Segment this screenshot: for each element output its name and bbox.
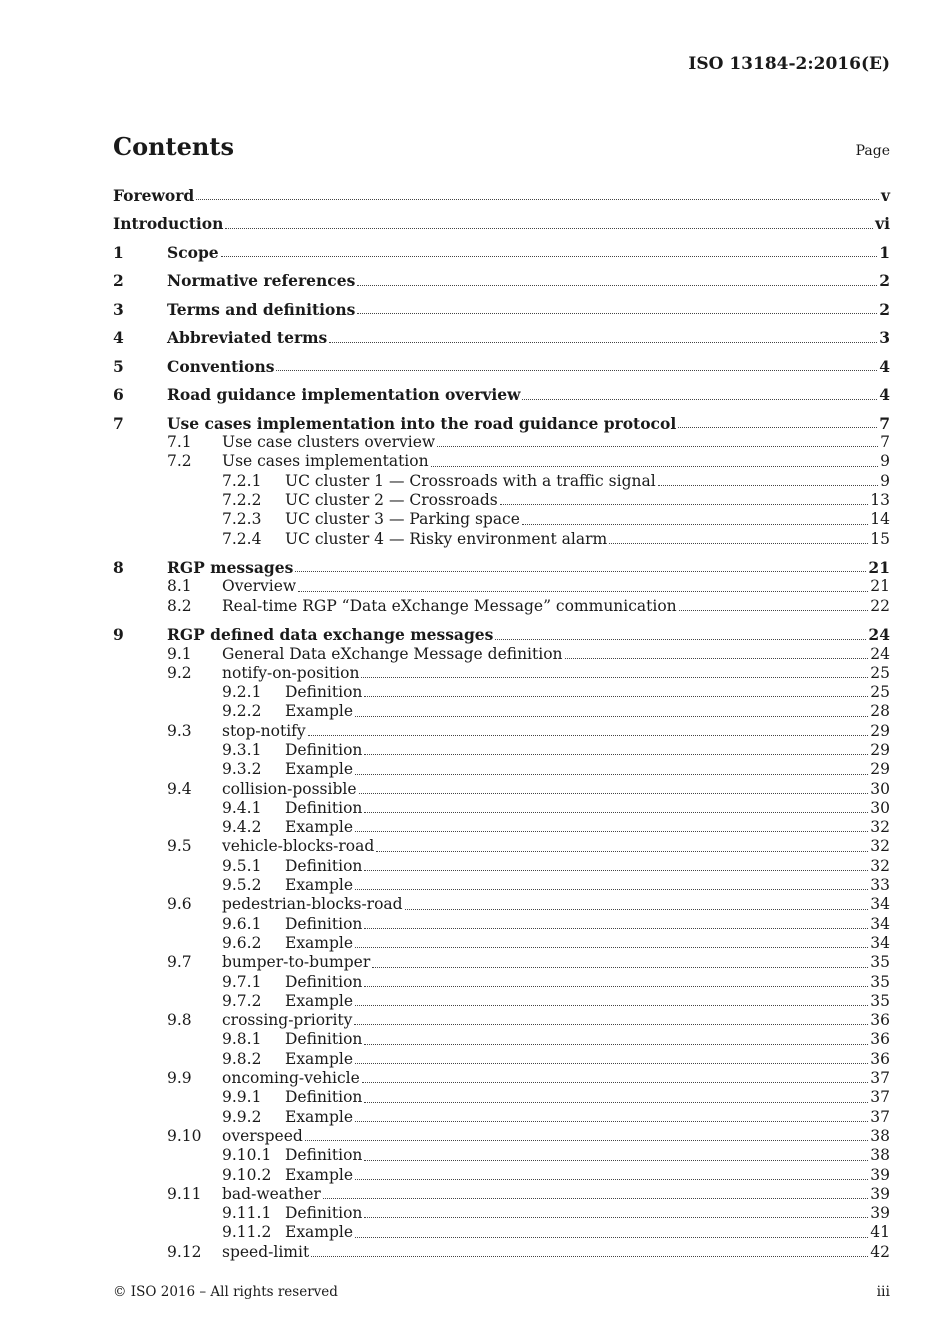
toc-entry-title: Definition <box>285 683 363 702</box>
toc-dot-leader <box>355 1108 868 1122</box>
toc-dot-leader <box>364 857 868 871</box>
toc-entry-number: 9.8.1 <box>222 1030 262 1049</box>
toc-entry-page: 35 <box>870 972 890 991</box>
toc-entry[interactable] <box>113 510 890 529</box>
toc-entry-title: Overview <box>222 577 297 596</box>
toc-entry-page: v <box>880 186 890 205</box>
toc-entry[interactable] <box>113 433 890 452</box>
toc-dot-leader <box>354 1011 868 1025</box>
toc-entry[interactable] <box>113 664 890 683</box>
toc-entry-title: Example <box>285 760 354 779</box>
toc-entry-title: Example <box>285 702 354 721</box>
toc-entry[interactable] <box>113 1204 890 1223</box>
toc-entry[interactable] <box>113 597 890 616</box>
toc-entry-number: 9.6.1 <box>222 914 262 933</box>
toc-dot-leader <box>295 558 866 572</box>
toc-entry[interactable] <box>113 271 890 290</box>
toc-entry-page: 7 <box>880 433 890 452</box>
toc-entry-title: Example <box>285 1049 354 1068</box>
toc-entry-page: 38 <box>870 1146 890 1165</box>
toc-entry-number: 9.6.2 <box>222 933 262 952</box>
toc-entry-title: UC cluster 2 — Crossroads <box>285 491 498 510</box>
toc-entry[interactable] <box>113 300 890 319</box>
toc-entry-title: notify-on-position <box>222 663 360 682</box>
toc-entry-title: Use case clusters overview <box>222 433 436 452</box>
toc-entry[interactable] <box>113 530 890 549</box>
toc-entry-number: 1 <box>113 242 124 262</box>
toc-entry-page: 34 <box>870 933 890 952</box>
toc-entry-number: 9.9.1 <box>222 1088 262 1107</box>
toc-entry[interactable] <box>113 1030 890 1049</box>
toc-entry-page: 4 <box>879 385 890 405</box>
toc-entry-number: 9.7.2 <box>222 991 262 1010</box>
toc-entry-title: Road guidance implementation overview <box>167 385 521 405</box>
toc-entry[interactable] <box>113 760 890 779</box>
toc-dot-leader <box>323 1185 868 1199</box>
toc-dot-leader <box>355 934 868 948</box>
toc-entry-page: 21 <box>868 558 890 578</box>
toc-entry[interactable] <box>113 973 890 992</box>
toc-entry-number: 3 <box>113 299 124 319</box>
toc-dot-leader <box>364 799 868 813</box>
toc-entry-title: Definition <box>285 741 363 759</box>
toc-entry[interactable] <box>113 876 890 895</box>
toc-entry-page: 15 <box>870 529 890 548</box>
page-title: Contents <box>113 132 234 161</box>
toc-entry-title: Introduction <box>113 214 224 234</box>
toc-entry[interactable] <box>113 1069 890 1088</box>
toc-entry-number: 9.3.2 <box>222 760 262 779</box>
footer-copyright: © ISO 2016 – All rights reserved <box>113 1284 338 1300</box>
toc-dot-leader <box>355 1223 868 1237</box>
toc-entry-page: 32 <box>870 818 890 837</box>
toc-entry-number: 5 <box>113 356 124 376</box>
toc-dot-leader <box>225 214 873 228</box>
toc-entry-title: Definition <box>285 856 363 875</box>
toc-entry-page: 25 <box>870 663 890 682</box>
toc-entry-title: overspeed <box>222 1126 303 1145</box>
toc-entry-title: Use cases implementation <box>222 452 429 471</box>
toc-dot-leader <box>298 577 868 591</box>
toc-dot-leader <box>437 433 878 447</box>
toc-entry-title: RGP messages <box>167 558 294 578</box>
toc-dot-leader <box>565 645 869 659</box>
toc-entry-number: 9.4 <box>167 779 192 798</box>
toc-entry-page: 30 <box>870 779 890 798</box>
toc-entry-number: 7.2.2 <box>222 491 262 510</box>
toc-entry-page: 1 <box>879 242 890 262</box>
toc-entry-title: vehicle-blocks-road <box>222 837 375 856</box>
toc-entry[interactable] <box>113 1127 890 1146</box>
toc-entry-page: 21 <box>870 577 890 596</box>
toc-entry[interactable] <box>113 414 890 433</box>
toc-entry-number: 9.3 <box>167 721 192 740</box>
toc-dot-leader <box>305 1127 868 1141</box>
toc-entry-title: Terms and definitions <box>167 299 356 319</box>
toc-dot-leader <box>500 491 869 505</box>
toc-dot-leader <box>329 328 877 342</box>
toc-dot-leader <box>364 1204 868 1218</box>
toc-entry[interactable] <box>113 818 890 837</box>
toc-entry-number: 9.5 <box>167 837 192 856</box>
toc-entry-title: crossing-priority <box>222 1011 353 1030</box>
page-column-label: Page <box>855 143 890 159</box>
toc-dot-leader <box>308 722 869 736</box>
toc-entry-title: pedestrian-blocks-road <box>222 895 403 914</box>
toc-entry-number: 7.2.1 <box>222 471 262 490</box>
toc-entry-page: 29 <box>870 760 890 779</box>
toc-entry-number: 9.7 <box>167 953 192 972</box>
toc-dot-leader <box>495 625 866 639</box>
toc-entry[interactable] <box>113 741 890 760</box>
toc-entry-page: 42 <box>870 1242 890 1261</box>
toc-entry-title: Example <box>285 876 354 895</box>
toc-entry-page: 36 <box>870 1030 890 1049</box>
toc-entry-page: 9 <box>880 452 890 471</box>
toc-entry-page: 14 <box>870 510 890 529</box>
toc-entry-number: 9.10 <box>167 1126 202 1145</box>
toc-dot-leader <box>196 186 879 200</box>
toc-dot-leader <box>276 357 877 371</box>
toc-entry-number: 9.6 <box>167 895 192 914</box>
toc-entry-title: UC cluster 3 — Parking space <box>285 510 520 529</box>
toc-entry[interactable] <box>113 645 890 664</box>
toc-entry-title: Definition <box>285 914 363 933</box>
toc-entry[interactable] <box>113 702 890 721</box>
toc-entry-page: 39 <box>870 1204 890 1223</box>
toc-entry-title: Foreword <box>113 186 195 205</box>
toc-entry-number: 9.12 <box>167 1242 202 1261</box>
toc-dot-leader <box>376 837 868 851</box>
toc-dot-leader <box>364 973 868 987</box>
toc-entry[interactable] <box>113 1243 890 1262</box>
toc-entry-title: Example <box>285 1223 354 1242</box>
toc-entry-title: Normative references <box>167 271 356 291</box>
toc-entry-number: 9.2.1 <box>222 683 262 702</box>
toc-entry-number: 7.2 <box>167 452 192 471</box>
toc-entry[interactable] <box>113 214 890 233</box>
toc-dot-leader <box>357 271 877 285</box>
toc-entry-page: 28 <box>870 702 890 721</box>
toc-entry-number: 9.9.2 <box>222 1107 262 1126</box>
toc-dot-leader <box>522 385 877 399</box>
toc-entry-number: 9.2.2 <box>222 702 262 721</box>
toc-entry-title: Example <box>285 818 354 837</box>
toc-dot-leader <box>359 780 869 794</box>
toc-entry[interactable] <box>113 1088 890 1107</box>
toc-entry[interactable] <box>113 1050 890 1069</box>
toc-entry[interactable] <box>113 992 890 1011</box>
toc-entry-page: 2 <box>879 299 890 319</box>
toc-entry-number: 9.5.1 <box>222 856 262 875</box>
toc-entry-page: 36 <box>870 1011 890 1030</box>
toc-entry[interactable] <box>113 915 890 934</box>
toc-entry-page: 9 <box>880 471 890 490</box>
toc-entry[interactable] <box>113 683 890 702</box>
toc-entry-page: 35 <box>870 991 890 1010</box>
toc-entry-number: 9.8 <box>167 1011 192 1030</box>
toc-entry-page: 30 <box>870 798 890 817</box>
toc-dot-leader <box>355 992 868 1006</box>
toc-entry[interactable] <box>113 722 890 741</box>
toc-entry-title: bumper-to-bumper <box>222 953 371 972</box>
toc-dot-leader <box>431 452 879 466</box>
toc-entry[interactable] <box>113 385 890 404</box>
toc-entry-title: Example <box>285 933 354 952</box>
toc-entry[interactable] <box>113 1146 890 1165</box>
toc-entry-title: Example <box>285 991 354 1010</box>
toc-entry-number: 8.1 <box>167 577 192 596</box>
toc-entry-page: 34 <box>870 914 890 933</box>
toc-entry-page: 37 <box>870 1069 890 1088</box>
toc-entry[interactable] <box>113 1011 890 1030</box>
toc-entry[interactable] <box>113 1223 890 1242</box>
toc-entry-page: 37 <box>870 1088 890 1107</box>
toc-entry-number: 6 <box>113 385 124 405</box>
toc-entry-page: 22 <box>870 596 890 615</box>
toc-entry[interactable] <box>113 186 890 205</box>
toc-dot-leader <box>364 915 868 929</box>
toc-entry[interactable] <box>113 953 890 972</box>
toc-dot-leader <box>355 818 868 832</box>
toc-entry-number: 9.11 <box>167 1184 202 1203</box>
toc-dot-leader <box>221 243 878 257</box>
toc-dot-leader <box>355 1166 868 1180</box>
toc-entry-number: 7.1 <box>167 433 192 452</box>
toc-entry[interactable] <box>113 780 890 799</box>
toc-entry-number: 9.3.1 <box>222 741 262 759</box>
toc-entry[interactable] <box>113 1108 890 1127</box>
toc-entry-page: 39 <box>870 1165 890 1184</box>
toc-dot-leader <box>355 760 868 774</box>
footer-page-number: iii <box>876 1284 890 1300</box>
toc-entry-number: 9.7.1 <box>222 972 262 991</box>
toc-entry-title: oncoming-vehicle <box>222 1069 360 1088</box>
toc-entry-title: Real-time RGP “Data eXchange Message” communication <box>222 596 677 615</box>
toc-entry[interactable] <box>113 799 890 818</box>
toc-dot-leader <box>658 472 878 486</box>
toc-entry-page: 32 <box>870 837 890 856</box>
toc-entry-page: 13 <box>870 491 890 510</box>
toc-entry[interactable] <box>113 472 890 491</box>
toc-entry-number: 9 <box>113 625 124 645</box>
toc-entry-page: 39 <box>870 1184 890 1203</box>
toc-entry-number: 7.2.4 <box>222 529 262 548</box>
toc-dot-leader <box>362 1069 868 1083</box>
toc-dot-leader <box>372 953 868 967</box>
toc-entry-title: Scope <box>167 242 219 262</box>
toc-entry-title: Example <box>285 1165 354 1184</box>
toc-entry-page: 33 <box>870 876 890 895</box>
toc-dot-leader <box>405 895 869 909</box>
toc-entry[interactable] <box>113 558 890 577</box>
toc-dot-leader <box>609 530 868 544</box>
toc-entry-number: 2 <box>113 271 124 291</box>
toc-entry-title: Example <box>285 1107 354 1126</box>
toc-entry-page: 32 <box>870 856 890 875</box>
toc-entry-title: General Data eXchange Message definition <box>222 644 563 663</box>
toc-entry[interactable] <box>113 934 890 953</box>
toc-entry-title: Definition <box>285 1030 363 1049</box>
toc-entry-title: Abbreviated terms <box>167 328 328 348</box>
toc-entry-page: 29 <box>870 721 890 740</box>
toc-entry-page: 4 <box>879 356 890 376</box>
toc-entry-number: 9.8.2 <box>222 1049 262 1068</box>
toc-entry-title: speed-limit <box>222 1242 310 1261</box>
toc-entry-page: 36 <box>870 1049 890 1068</box>
toc-dot-leader <box>679 597 869 611</box>
toc-entry-title: Definition <box>285 1146 363 1165</box>
toc-entry-number: 9.9 <box>167 1069 192 1088</box>
toc-entry[interactable] <box>113 1185 890 1204</box>
toc-entry[interactable] <box>113 857 890 876</box>
toc-entry-number: 4 <box>113 328 124 348</box>
toc-entry[interactable] <box>113 895 890 914</box>
toc-entry-number: 7.2.3 <box>222 510 262 529</box>
toc-dot-leader <box>364 741 868 755</box>
toc-entry-title: Definition <box>285 972 363 991</box>
toc-dot-leader <box>678 414 877 428</box>
toc-dot-leader <box>364 1088 868 1102</box>
toc-entry-title: bad-weather <box>222 1184 321 1203</box>
toc-dot-leader <box>311 1243 868 1257</box>
toc-entry-number: 8.2 <box>167 596 192 615</box>
toc-entry[interactable] <box>113 452 890 471</box>
toc-entry-page: 37 <box>870 1107 890 1126</box>
toc-entry[interactable] <box>113 491 890 510</box>
toc-entry-number: 9.4.2 <box>222 818 262 837</box>
toc-entry[interactable] <box>113 625 890 644</box>
toc-entry-number: 9.10.2 <box>222 1165 272 1184</box>
toc-entry-number: 9.1 <box>167 644 192 663</box>
page-header: ISO 13184-2:2016(E) <box>688 54 890 74</box>
toc-dot-leader <box>357 300 877 314</box>
toc-entry-title: UC cluster 4 — Risky environment alarm <box>285 529 608 548</box>
toc-entry-title: Use cases implementation into the road guidance protocol <box>167 413 677 433</box>
toc-dot-leader <box>355 1050 868 1064</box>
toc-entry[interactable] <box>113 1166 890 1185</box>
toc-entry-page: 25 <box>870 683 890 702</box>
toc-dot-leader <box>364 1146 868 1160</box>
toc-entry-page: 7 <box>879 413 890 433</box>
toc-entry-number: 9.2 <box>167 663 192 682</box>
toc-entry-title: Definition <box>285 1088 363 1107</box>
toc-entry-title: Definition <box>285 798 363 817</box>
toc-entry-page: 24 <box>870 644 890 663</box>
toc-dot-leader <box>355 702 868 716</box>
table-of-contents <box>113 186 890 1262</box>
toc-entry-number: 9.10.1 <box>222 1146 272 1165</box>
toc-entry[interactable] <box>113 328 890 347</box>
toc-entry-number: 8 <box>113 558 124 578</box>
toc-entry-page: 41 <box>870 1223 890 1242</box>
toc-entry-page: 38 <box>870 1126 890 1145</box>
toc-entry-number: 9.5.2 <box>222 876 262 895</box>
toc-dot-leader <box>361 664 868 678</box>
toc-entry-title: Conventions <box>167 356 275 376</box>
toc-entry[interactable] <box>113 837 890 856</box>
toc-entry-page: 29 <box>870 741 890 759</box>
toc-dot-leader <box>522 510 868 524</box>
toc-entry[interactable] <box>113 243 890 262</box>
toc-entry-page: 35 <box>870 953 890 972</box>
toc-entry-page: vi <box>875 214 890 234</box>
toc-entry[interactable] <box>113 577 890 596</box>
toc-entry-page: 3 <box>879 328 890 348</box>
toc-entry-title: stop-notify <box>222 721 306 740</box>
toc-dot-leader <box>364 1030 868 1044</box>
toc-entry-number: 9.4.1 <box>222 798 262 817</box>
toc-entry-title: collision-possible <box>222 779 357 798</box>
toc-entry-page: 24 <box>868 625 890 645</box>
toc-entry-title: UC cluster 1 — Crossroads with a traffic signal <box>285 471 656 490</box>
toc-entry-title: RGP defined data exchange messages <box>167 625 494 645</box>
toc-entry[interactable] <box>113 357 890 376</box>
toc-entry-page: 34 <box>870 895 890 914</box>
toc-dot-leader <box>364 683 868 697</box>
toc-dot-leader <box>355 876 868 890</box>
toc-entry-page: 2 <box>879 271 890 291</box>
toc-entry-number: 7 <box>113 413 124 433</box>
toc-entry-title: Definition <box>285 1204 363 1223</box>
toc-entry-number: 9.11.2 <box>222 1223 272 1242</box>
toc-entry-number: 9.11.1 <box>222 1204 272 1223</box>
